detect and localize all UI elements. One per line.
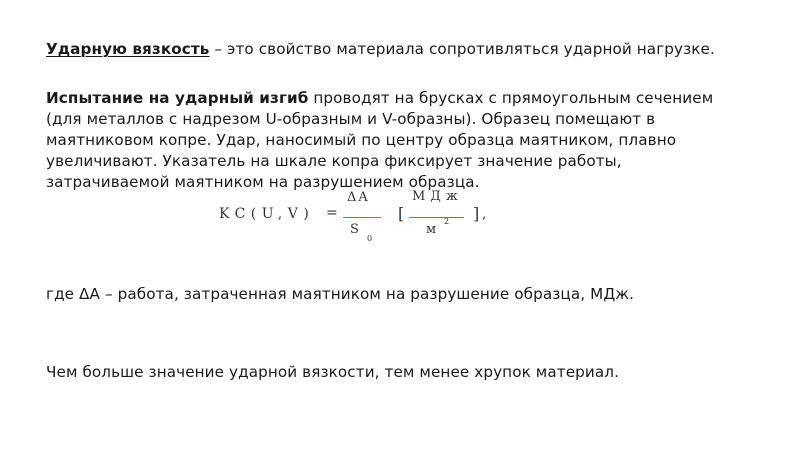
formula-bracket-close: ] bbox=[473, 204, 480, 223]
impact-toughness-formula bbox=[210, 186, 510, 250]
formula-numerator: ΔA bbox=[347, 190, 370, 205]
conclusion-paragraph: Чем больше значение ударной вязкости, тем менее хрупок материал. bbox=[46, 363, 620, 381]
definition-text: – это свойство материала сопротивляться ударной нагрузке. bbox=[209, 40, 715, 58]
formula-lhs: KC(U,V) bbox=[219, 206, 315, 222]
definition-paragraph bbox=[46, 39, 746, 60]
formula-unit-denominator: м bbox=[426, 222, 437, 237]
formula-unit-numerator: МДж bbox=[412, 189, 463, 204]
formula-trailing-comma: , bbox=[482, 206, 487, 222]
formula-unit-power: 2 bbox=[444, 217, 450, 226]
formula-fraction-bar bbox=[343, 217, 381, 218]
where-paragraph: где ΔА – работа, затраченная маятником на разрушение образца, МДж. bbox=[46, 285, 635, 303]
formula-denominator: S bbox=[350, 222, 359, 237]
test-paragraph bbox=[46, 88, 746, 193]
formula-unit-fraction-bar bbox=[409, 217, 464, 218]
formula-bracket-open: [ bbox=[398, 204, 405, 223]
definition-term: Ударную вязкость bbox=[46, 40, 210, 58]
formula-equals: = bbox=[326, 205, 338, 221]
test-term: Испытание на ударный изгиб bbox=[46, 89, 309, 107]
formula-denominator-subscript: 0 bbox=[367, 234, 373, 243]
test-text: проводят на брусках с прямоугольным сечением (для металлов с надрезом U-образным и V-образны). Образец помещают в маятниковом копре. Удар, наносимый по центру образца маятником, плавно увеличивают. Указатель на шкале копра фиксирует значение работы, затрачиваемой маятником на разрушением образца. bbox=[46, 89, 714, 191]
